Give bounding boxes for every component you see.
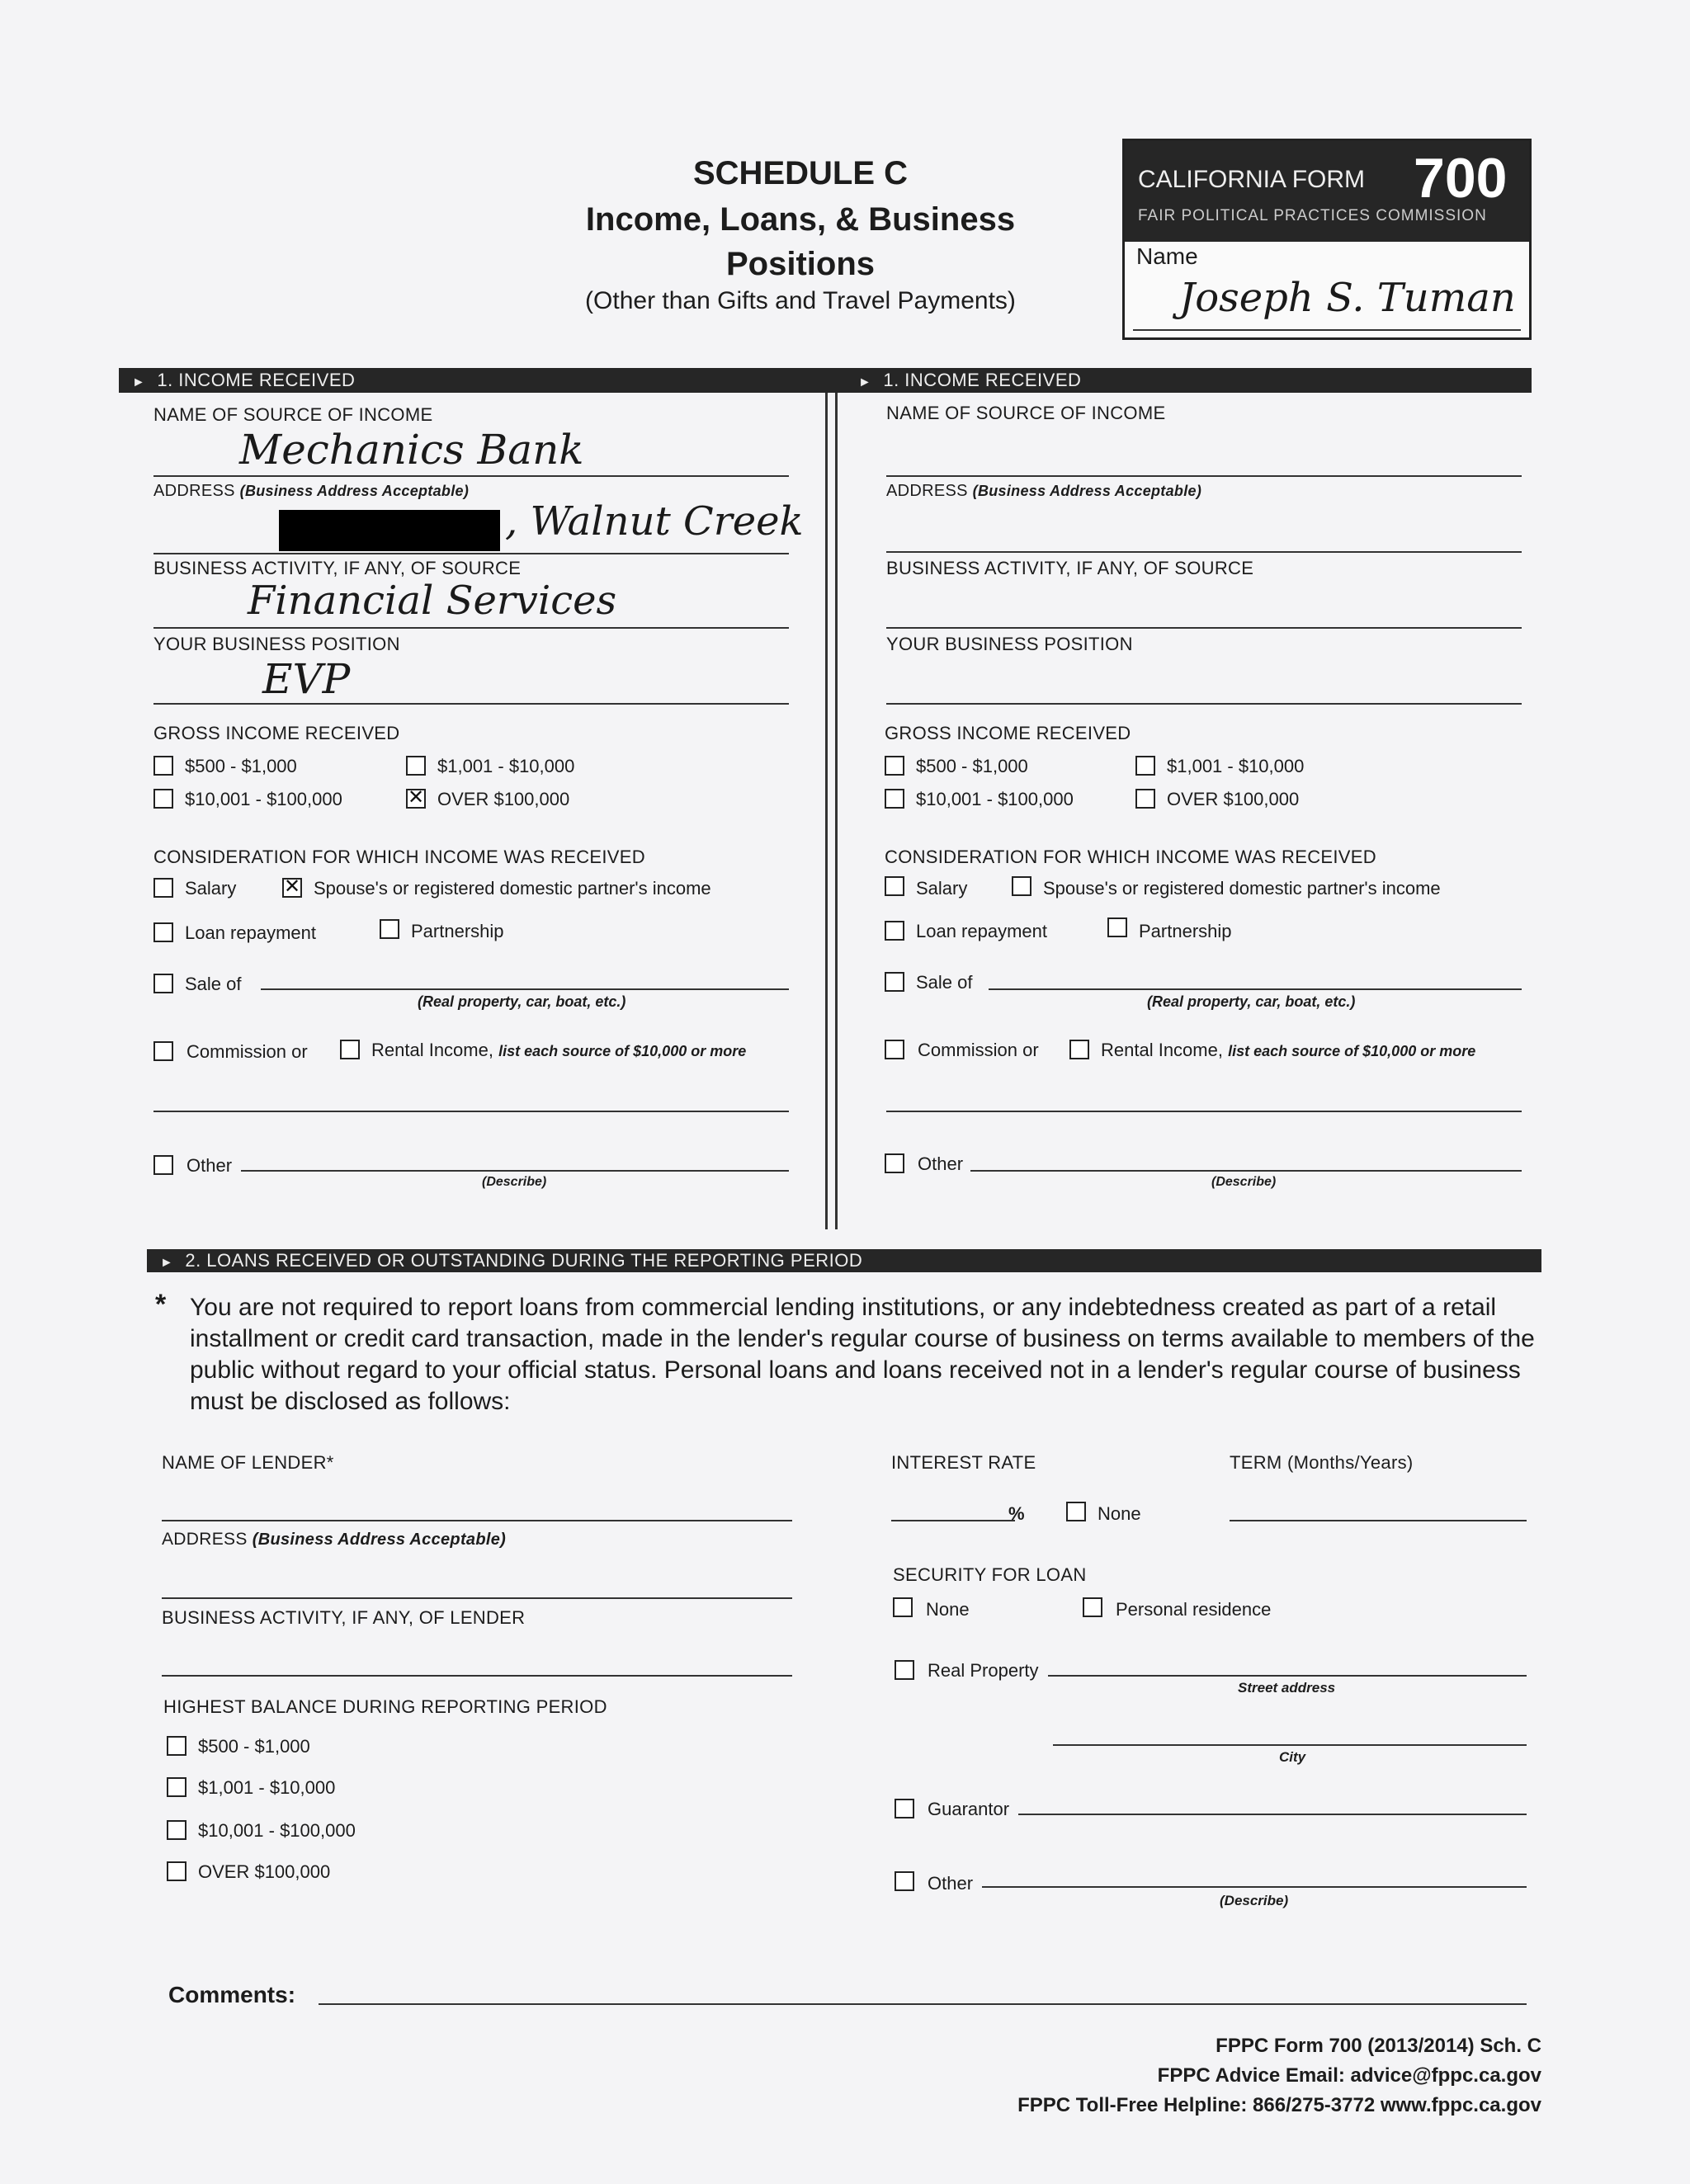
right-gross-over-label: OVER $100,000 <box>1167 789 1300 809</box>
left-source-line <box>153 475 789 477</box>
left-loan-label: Loan repayment <box>185 922 316 943</box>
real-property-label: Real Property <box>928 1660 1039 1681</box>
form-number: 700 <box>1414 147 1508 210</box>
right-position-label: YOUR BUSINESS POSITION <box>886 634 1133 654</box>
balance-over-label: OVER $100,000 <box>198 1861 331 1882</box>
section1-right-bar-label: 1. INCOME RECEIVED <box>883 370 1082 390</box>
loan-note-text: You are not required to report loans from commercial lending institutions, or any indebtedness created as part of a retail installment or credit card transaction, made in the lender's regular course of business on terms available to members of the public without regard to your official status. Personal loans and loans received not in a lender's regular course of business must be disclosed as follows: <box>190 1294 1535 1415</box>
left-sale-line <box>261 988 789 990</box>
right-rental-label <box>1101 1040 1475 1061</box>
redacted-address <box>279 510 500 551</box>
right-address-label-text: ADDRESS <box>886 482 968 500</box>
left-position-value: EVP <box>262 655 351 703</box>
interest-none-checkbox[interactable] <box>1066 1502 1086 1521</box>
left-address-label-text: ADDRESS <box>153 482 235 500</box>
right-gross-1001-label: $1,001 - $10,000 <box>1167 756 1305 776</box>
security-none-label: None <box>926 1599 970 1620</box>
left-position-line <box>153 703 789 705</box>
left-rental-checkbox[interactable] <box>340 1040 360 1059</box>
right-rental-checkbox[interactable] <box>1069 1040 1089 1059</box>
balance-500-label: $500 - $1,000 <box>198 1736 310 1757</box>
right-rental-line <box>886 1111 1522 1112</box>
right-spouse-checkbox[interactable] <box>1012 876 1031 896</box>
right-activity-label: BUSINESS ACTIVITY, IF ANY, OF SOURCE <box>886 558 1254 578</box>
comments-line <box>319 2003 1527 2005</box>
right-position-line <box>886 703 1522 705</box>
right-address-note: (Business Address Acceptable) <box>972 483 1202 499</box>
left-activity-value: Financial Services <box>248 578 617 624</box>
city-line <box>1053 1744 1527 1746</box>
right-partnership-checkbox[interactable] <box>1107 917 1127 937</box>
schedule-title: SCHEDULE C <box>692 155 909 191</box>
form-subtitle: (Other than Gifts and Travel Payments) <box>585 287 1016 314</box>
left-other-describe: (Describe) <box>482 1175 547 1189</box>
left-source-label: NAME OF SOURCE OF INCOME <box>153 404 433 425</box>
right-loan-label: Loan repayment <box>916 921 1047 941</box>
personal-residence-checkbox[interactable] <box>1083 1597 1102 1617</box>
lender-line <box>162 1520 792 1521</box>
right-address-line <box>886 551 1522 553</box>
right-gross-10001-checkbox[interactable] <box>885 789 904 809</box>
balance-10001-checkbox[interactable] <box>167 1820 186 1840</box>
right-sale-line <box>989 988 1522 990</box>
right-sale-label: Sale of <box>916 972 973 993</box>
left-consideration-label: CONSIDERATION FOR WHICH INCOME WAS RECEIVED <box>153 847 645 867</box>
left-sale-checkbox[interactable] <box>153 974 173 993</box>
security-other-label: Other <box>928 1873 974 1894</box>
section1-right-bar: ► 1. INCOME RECEIVED <box>845 368 1532 393</box>
term-label: TERM (Months/Years) <box>1230 1452 1414 1473</box>
security-other-describe: (Describe) <box>1220 1893 1289 1908</box>
interest-rate-line <box>891 1520 1015 1521</box>
left-address-line <box>153 553 789 554</box>
right-partnership-label: Partnership <box>1139 921 1232 941</box>
right-commission-checkbox[interactable] <box>885 1040 904 1059</box>
lender-address-line <box>162 1597 792 1599</box>
column-divider-2 <box>835 393 838 1229</box>
left-rental-label-text: Rental Income, <box>371 1040 493 1060</box>
interest-rate-label: INTEREST RATE <box>891 1452 1036 1473</box>
footer-helpline: FPPC Toll-Free Helpline: 866/275-3772 www.fppc.ca.gov <box>1017 2094 1541 2116</box>
right-address-label <box>886 482 1201 501</box>
left-gross-500-checkbox[interactable] <box>153 756 173 776</box>
street-address-line <box>1048 1675 1527 1677</box>
footer-advice-email: FPPC Advice Email: advice@fppc.ca.gov <box>1157 2064 1541 2087</box>
balance-10001-label: $10,001 - $100,000 <box>198 1820 356 1841</box>
right-activity-line <box>886 627 1522 629</box>
left-source-value: Mechanics Bank <box>239 426 584 474</box>
lender-activity-label: BUSINESS ACTIVITY, IF ANY, OF LENDER <box>162 1607 526 1628</box>
lender-address-label-text: ADDRESS <box>162 1530 248 1549</box>
lender-address-label <box>162 1530 506 1550</box>
section1-left-bar: ► 1. INCOME RECEIVED <box>119 368 845 393</box>
left-rental-note: list each source of $10,000 or more <box>498 1043 747 1059</box>
city-label: City <box>1279 1749 1306 1765</box>
right-other-checkbox[interactable] <box>885 1153 904 1173</box>
section2-bar: ► 2. LOANS RECEIVED OR OUTSTANDING DURING THE REPORTING PERIOD <box>147 1249 1541 1272</box>
column-divider-1 <box>825 393 828 1229</box>
lender-label: NAME OF LENDER* <box>162 1452 334 1473</box>
interest-none-label: None <box>1098 1503 1141 1524</box>
left-gross-1001-checkbox[interactable] <box>406 756 426 776</box>
left-other-checkbox[interactable] <box>153 1155 173 1175</box>
right-gross-over-checkbox[interactable] <box>1135 789 1155 809</box>
left-activity-line <box>153 627 789 629</box>
left-salary-label: Salary <box>185 878 237 899</box>
left-spouse-checkbox[interactable] <box>282 878 302 898</box>
right-salary-label: Salary <box>916 878 968 899</box>
balance-1001-label: $1,001 - $10,000 <box>198 1777 336 1798</box>
guarantor-label: Guarantor <box>928 1799 1010 1819</box>
right-gross-500-checkbox[interactable] <box>885 756 904 776</box>
left-partnership-checkbox[interactable] <box>380 919 399 939</box>
left-activity-label: BUSINESS ACTIVITY, IF ANY, OF SOURCE <box>153 558 522 578</box>
comments-label: Comments: <box>168 1982 296 2007</box>
form-title-line1: Income, Loans, & Business <box>585 201 1016 238</box>
real-property-checkbox[interactable] <box>895 1660 914 1680</box>
lender-address-note: (Business Address Acceptable) <box>252 1531 507 1549</box>
name-underline <box>1133 329 1521 331</box>
left-rental-line <box>153 1111 789 1112</box>
right-consideration-label: CONSIDERATION FOR WHICH INCOME WAS RECEIVED <box>885 847 1376 867</box>
security-other-line <box>982 1886 1527 1888</box>
left-position-label: YOUR BUSINESS POSITION <box>153 634 400 654</box>
left-sale-note: (Real property, car, boat, etc.) <box>418 993 626 1010</box>
name-value: Joseph S. Tuman <box>1179 275 1516 321</box>
left-partnership-label: Partnership <box>411 921 504 941</box>
highest-balance-label: HIGHEST BALANCE DURING REPORTING PERIOD <box>163 1696 607 1717</box>
left-gross-10001-label: $10,001 - $100,000 <box>185 789 342 809</box>
right-source-line <box>886 475 1522 477</box>
left-rental-label <box>371 1040 746 1061</box>
right-commission-label: Commission or <box>918 1040 1039 1060</box>
right-rental-note: list each source of $10,000 or more <box>1228 1043 1476 1059</box>
form-title-line2: Positions <box>725 246 876 282</box>
left-address-value: , Walnut Creek <box>505 498 804 545</box>
right-gross-1001-checkbox[interactable] <box>1135 756 1155 776</box>
right-other-describe: (Describe) <box>1211 1175 1277 1189</box>
left-gross-500-label: $500 - $1,000 <box>185 756 297 776</box>
guarantor-line <box>1018 1814 1527 1815</box>
right-other-line <box>970 1170 1522 1172</box>
section2-bar-label: 2. LOANS RECEIVED OR OUTSTANDING DURING THE REPORTING PERIOD <box>185 1250 863 1271</box>
percent-sign: % <box>1008 1503 1025 1524</box>
left-address-note: (Business Address Acceptable) <box>239 483 470 499</box>
right-gross-10001-label: $10,001 - $100,000 <box>916 789 1074 809</box>
left-commission-label: Commission or <box>186 1041 308 1062</box>
street-address-label: Street address <box>1238 1680 1336 1696</box>
loan-note-asterisk: * <box>155 1289 167 1320</box>
balance-1001-checkbox[interactable] <box>167 1777 186 1797</box>
footer-form-version: FPPC Form 700 (2013/2014) Sch. C <box>1216 2035 1541 2057</box>
guarantor-checkbox[interactable] <box>895 1799 914 1818</box>
right-gross-label: GROSS INCOME RECEIVED <box>885 723 1131 743</box>
left-address-label <box>153 482 469 501</box>
left-salary-checkbox[interactable] <box>153 878 173 898</box>
left-sale-label: Sale of <box>185 974 242 994</box>
right-loan-checkbox[interactable] <box>885 921 904 941</box>
right-salary-checkbox[interactable] <box>885 876 904 896</box>
balance-500-checkbox[interactable] <box>167 1736 186 1756</box>
right-sale-checkbox[interactable] <box>885 972 904 992</box>
right-other-label: Other <box>918 1153 964 1174</box>
left-spouse-label: Spouse's or registered domestic partner's income <box>314 878 711 899</box>
right-spouse-label: Spouse's or registered domestic partner's income <box>1043 878 1441 899</box>
name-label: Name <box>1136 243 1198 269</box>
right-source-label: NAME OF SOURCE OF INCOME <box>886 403 1166 423</box>
lender-activity-line <box>162 1675 792 1677</box>
left-other-label: Other <box>186 1155 233 1176</box>
balance-over-checkbox[interactable] <box>167 1861 186 1881</box>
security-label: SECURITY FOR LOAN <box>893 1564 1087 1585</box>
personal-residence-label: Personal residence <box>1116 1599 1272 1620</box>
form-label: CALIFORNIA FORM <box>1138 166 1366 193</box>
right-rental-label-text: Rental Income, <box>1101 1040 1223 1060</box>
left-gross-label: GROSS INCOME RECEIVED <box>153 723 400 743</box>
security-none-checkbox[interactable] <box>893 1597 913 1617</box>
term-line <box>1230 1520 1527 1521</box>
security-other-checkbox[interactable] <box>895 1871 914 1891</box>
section1-left-bar-label: 1. INCOME RECEIVED <box>157 370 356 390</box>
left-gross-over-label: OVER $100,000 <box>437 789 570 809</box>
left-gross-10001-checkbox[interactable] <box>153 789 173 809</box>
left-loan-checkbox[interactable] <box>153 922 173 942</box>
right-sale-note: (Real property, car, boat, etc.) <box>1147 993 1356 1010</box>
left-commission-checkbox[interactable] <box>153 1041 173 1061</box>
right-gross-500-label: $500 - $1,000 <box>916 756 1028 776</box>
commission-label: FAIR POLITICAL PRACTICES COMMISSION <box>1138 207 1487 224</box>
left-other-line <box>241 1170 789 1172</box>
left-gross-1001-label: $1,001 - $10,000 <box>437 756 575 776</box>
left-gross-over-checkbox[interactable] <box>406 789 426 809</box>
form-id-box <box>1122 139 1532 340</box>
